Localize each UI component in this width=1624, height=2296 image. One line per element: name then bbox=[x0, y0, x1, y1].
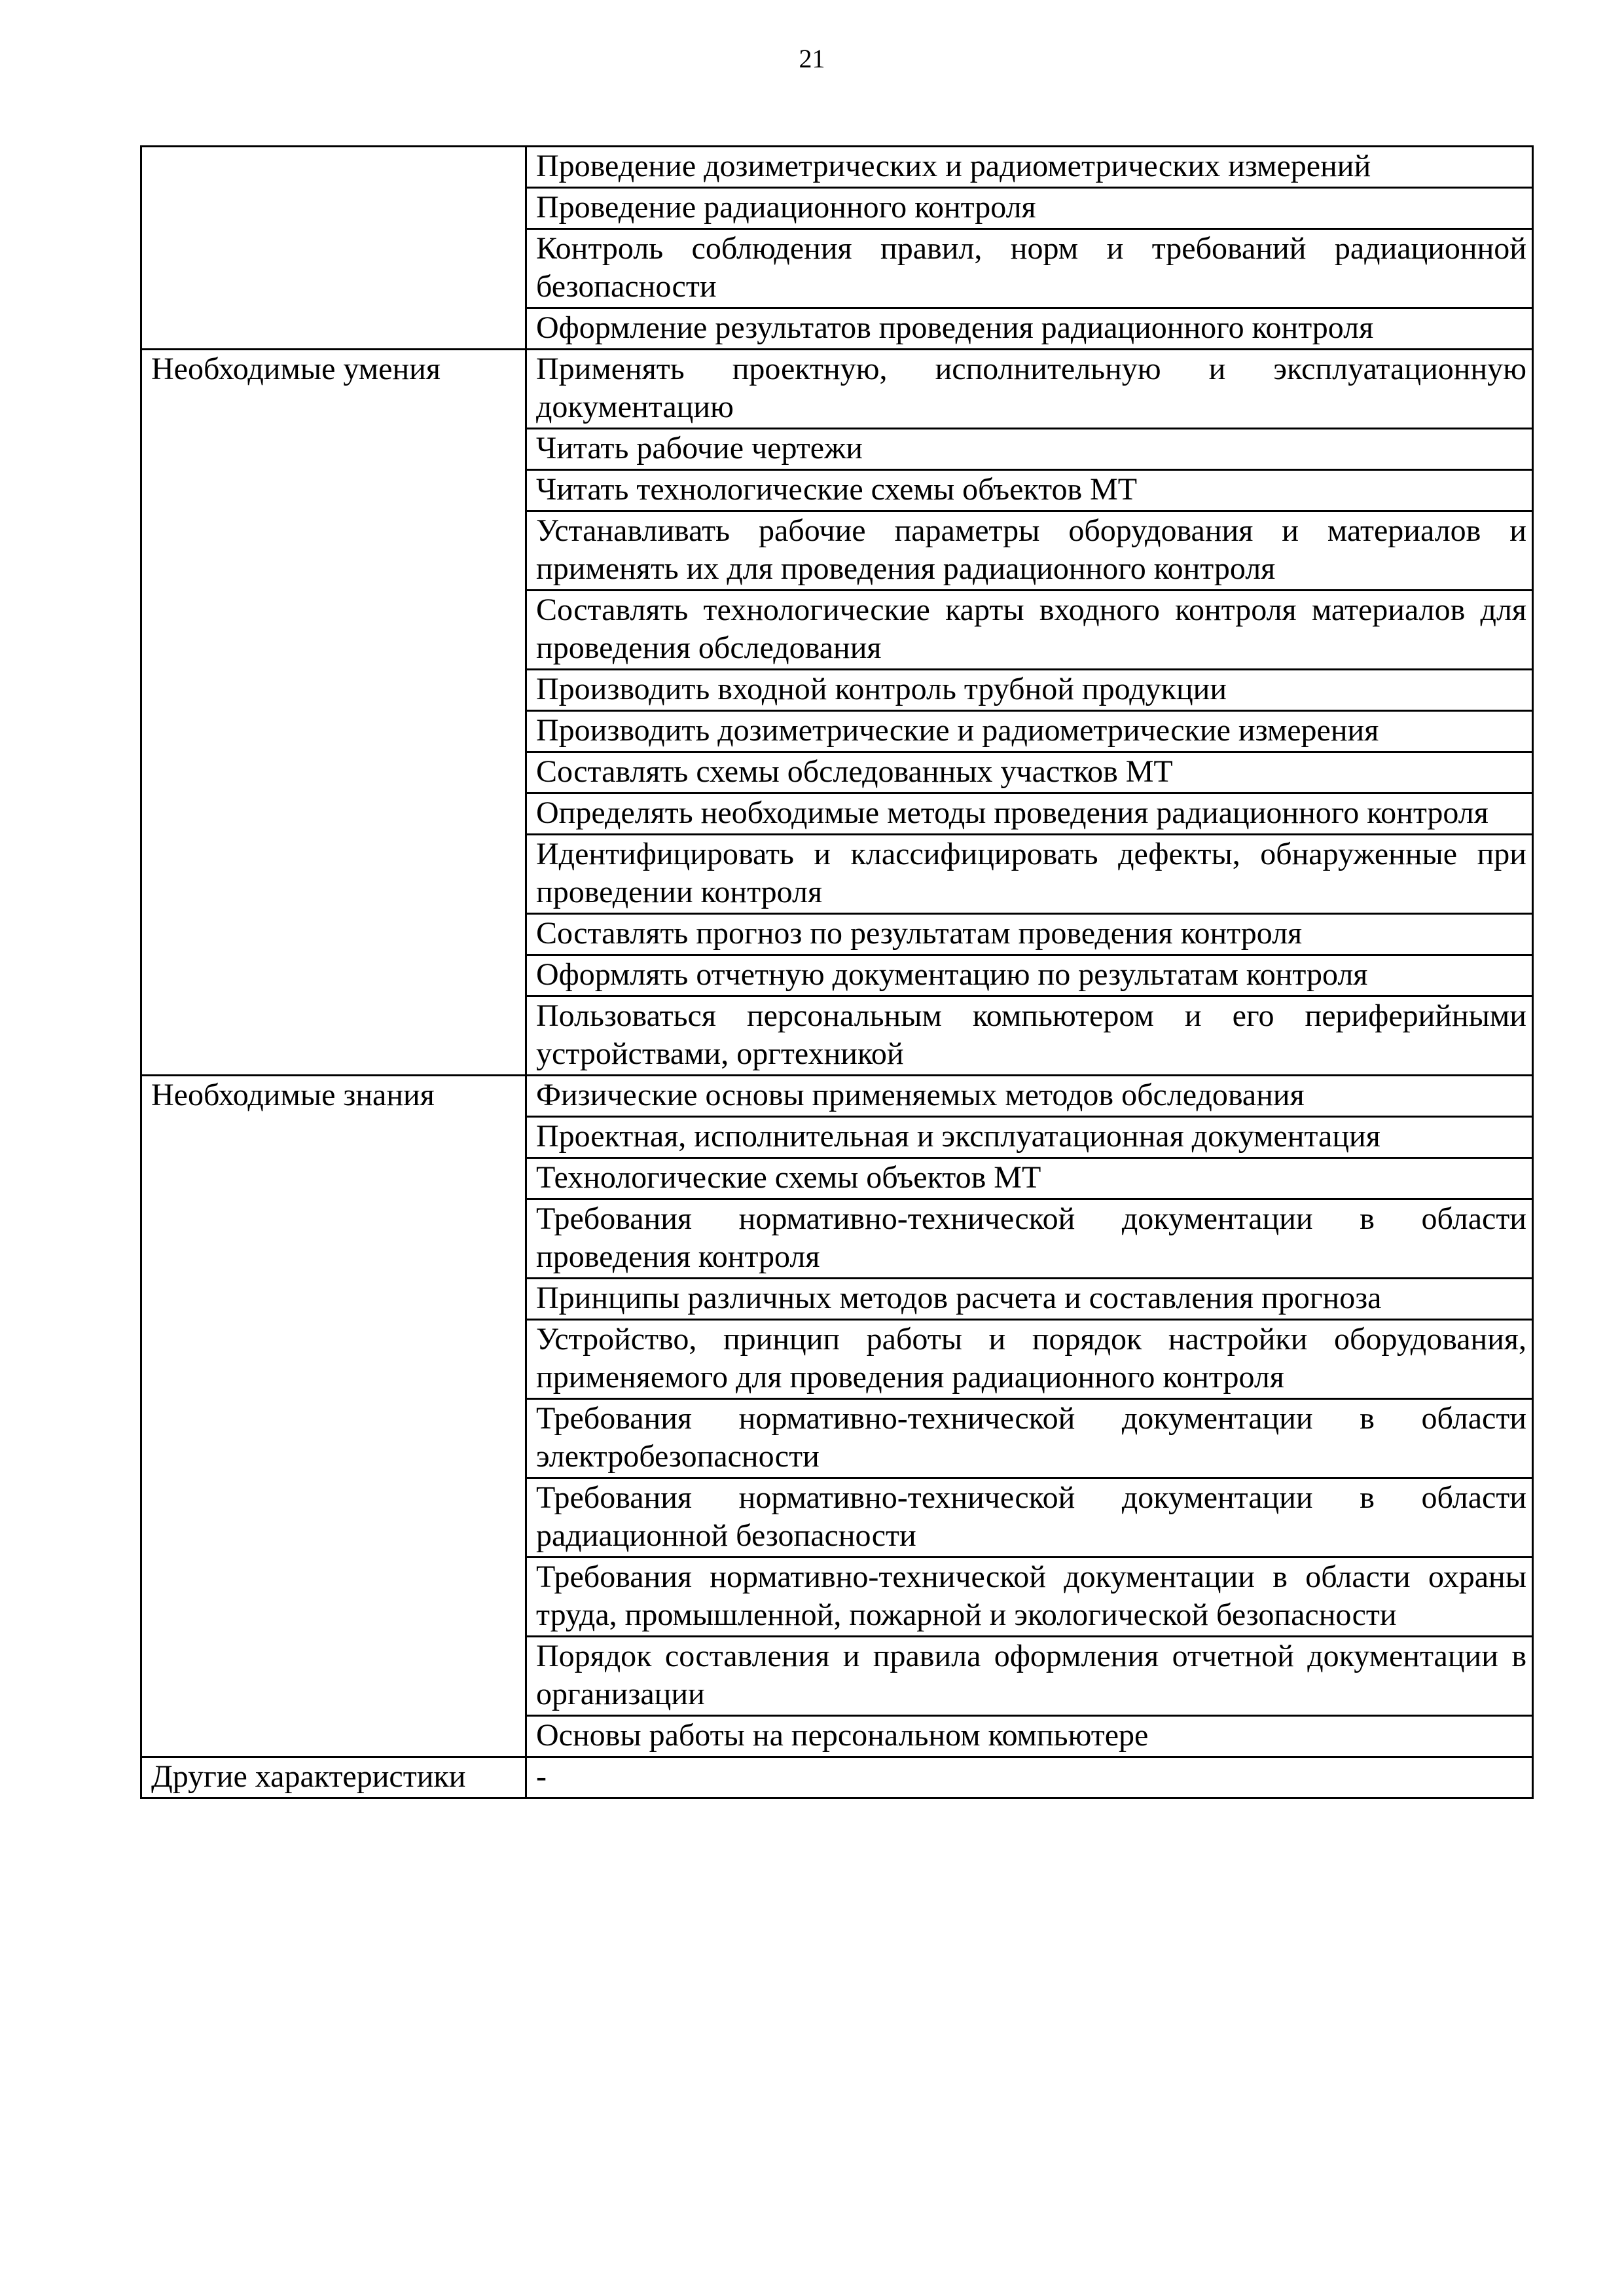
table-cell-item: Основы работы на персональном компьютере bbox=[526, 1716, 1533, 1757]
table-cell-item: Принципы различных методов расчета и составления прогноза bbox=[526, 1279, 1533, 1320]
table-cell-item: Читать рабочие чертежи bbox=[526, 429, 1533, 470]
page-number: 21 bbox=[799, 44, 825, 73]
table-cell-item: Контроль соблюдения правил, норм и требований радиационной безопасности bbox=[526, 229, 1533, 308]
table-cell-item: Проведение радиационного контроля bbox=[526, 188, 1533, 229]
table-cell-item: Пользоваться персональным компьютером и его периферийными устройствами, оргтехникой bbox=[526, 996, 1533, 1076]
table-cell-item: Требования нормативно-технической документации в области радиационной безопасности bbox=[526, 1478, 1533, 1558]
table-cell-item: Составлять прогноз по результатам проведения контроля bbox=[526, 914, 1533, 955]
table-cell-item: Требования нормативно-технической документации в области проведения контроля bbox=[526, 1199, 1533, 1279]
table-row bbox=[141, 1076, 1533, 1117]
section-label: Необходимые умения bbox=[141, 350, 526, 1076]
table-cell-item: Устанавливать рабочие параметры оборудования и материалов и применять их для проведения радиационного контроля bbox=[526, 511, 1533, 591]
table-cell-item: Оформлять отчетную документацию по результатам контроля bbox=[526, 955, 1533, 996]
table-cell-item: Порядок составления и правила оформления отчетной документации в организации bbox=[526, 1637, 1533, 1716]
table-cell-item: Физические основы применяемых методов обследования bbox=[526, 1076, 1533, 1117]
table-cell-item: Требования нормативно-технической документации в области охраны труда, промышленной, пожарной и экологической безопасности bbox=[526, 1558, 1533, 1637]
table-row bbox=[141, 350, 1533, 429]
table-row bbox=[141, 1757, 1533, 1798]
table-cell-item: Читать технологические схемы объектов МТ bbox=[526, 470, 1533, 511]
table-cell-item: Производить входной контроль трубной продукции bbox=[526, 670, 1533, 711]
section-label: Необходимые знания bbox=[141, 1076, 526, 1757]
table-cell-item: Технологические схемы объектов МТ bbox=[526, 1158, 1533, 1199]
table-row bbox=[141, 147, 1533, 188]
table-cell-item: Оформление результатов проведения радиационного контроля bbox=[526, 308, 1533, 350]
table-cell-item: Производить дозиметрические и радиометрические измерения bbox=[526, 711, 1533, 752]
table-cell-item: Идентифицировать и классифицировать дефекты, обнаруженные при проведении контроля bbox=[526, 835, 1533, 914]
table-cell-item: Устройство, принцип работы и порядок настройки оборудования, применяемого для проведения радиационного контроля bbox=[526, 1320, 1533, 1399]
table-cell-item: Составлять технологические карты входного контроля материалов для проведения обследования bbox=[526, 591, 1533, 670]
table-cell-item: Проектная, исполнительная и эксплуатационная документация bbox=[526, 1117, 1533, 1158]
characteristics-table bbox=[140, 145, 1534, 1799]
section-label bbox=[141, 147, 526, 350]
table-cell-item: - bbox=[526, 1757, 1533, 1798]
table-cell-item: Требования нормативно-технической документации в области электробезопасности bbox=[526, 1399, 1533, 1478]
characteristics-table-body bbox=[141, 147, 1533, 1798]
table-cell-item: Применять проектную, исполнительную и эксплуатационную документацию bbox=[526, 350, 1533, 429]
table-cell-item: Проведение дозиметрических и радиометрических измерений bbox=[526, 147, 1533, 188]
table-cell-item: Составлять схемы обследованных участков МТ bbox=[526, 752, 1533, 793]
table-cell-item: Определять необходимые методы проведения радиационного контроля bbox=[526, 793, 1533, 835]
section-label: Другие характеристики bbox=[141, 1757, 526, 1798]
